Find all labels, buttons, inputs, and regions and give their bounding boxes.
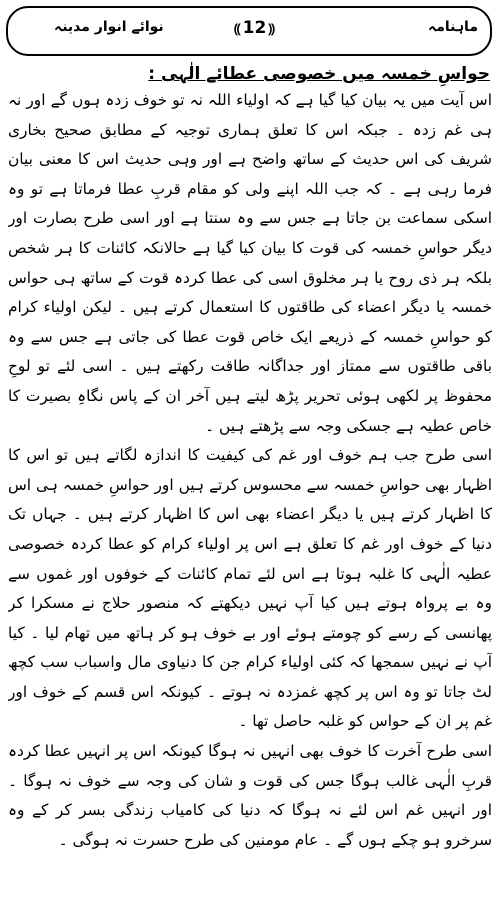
paragraph-1: اس آیت میں یہ بیان کیا گیا ہے کہ اولیاء اللہ نہ تو خوف زدہ ہوں گے اور نہ ہی غم زدہ ۔ جبکہ اس کا تعلق ہماری توجیہ کے مطابق صحیح بخاری شریف کی اس حدیث کے ساتھ واضح ہے اور وہی حدیث اس کا معنی بیان فرما رہی ہے ۔ کہ جب اللہ اپنے ولی کو مقام قربِ عطا فرماتا ہے تو وہ اسکی سماعت بن جاتا ہے جس سے وہ سنتا ہے اور اسی طرح بصارت اور دیگر حواسِ خمسہ کی قوت کا بیان کیا گیا ہے حالانکہ کائنات کا ہر شخص بلکہ ہر ذی روح یا ہر مخلوق اسی کی عطا کردہ قوت کے ساتھ ہی حواس خمسہ یا دیگر اعضاء کی طاقتوں کا استعمال کرتے ہیں ۔ لیکن اولیاء کرام کو حواسِ خمسہ کے ذریعے ایک خاص قوت عطا کی جاتی ہے جس سے وہ باقی طاقتوں سے ممتاز اور جداگانہ طاقت رکھتے ہیں ۔ اسی لئے تو لوحِ محفوظ پر لکھی ہوئی تحریر پڑھ لیتے ہیں آخر ان کے پاس نگاہِ بصیرت کا خاص عطیہ ہے جسکی وجہ سے پڑھتے ہیں ۔: [8, 91, 492, 435]
section-title: حواسِ خمسہ میں خصوصی عطائے الٰہی :: [148, 64, 490, 84]
page-header: [6, 6, 492, 56]
left-ornament-icon: ⸨: [234, 22, 241, 37]
page-number: 12: [242, 18, 267, 38]
right-ornament-icon: ⸩: [268, 22, 275, 37]
page-number-badge: [234, 18, 275, 38]
article-body: [8, 62, 492, 894]
publication-name: نوائے انوار مدینہ: [54, 19, 164, 35]
magazine-label: ماہنامہ: [428, 19, 478, 35]
paragraph-3: اسی طرح آخرت کا خوف بھی انہیں نہ ہوگا کیونکہ اس پر انہیں عطا کردہ قربِ الٰہی غالب ہوگا جس کی قوت و شان کی وجہ سے خوف نہ ہوگا ۔ اور انہیں غم اس لئے نہ ہوگا کہ دنیا کی کامیاب زندگی بسر کر کے وہ سرخرو ہو چکے ہوں گے ۔ عام مومنین کی طرح حسرت نہ ہوگی ۔: [8, 742, 492, 849]
paragraph-2: اسی طرح جب ہم خوف اور غم کی کیفیت کا اندازہ لگاتے ہیں تو اس کا اظہار بھی حواسِ خمسہ سے محسوس کرتے ہیں اور حواسِ خمسہ ہی اس کا اظہار کرتے ہیں یا دیگر اعضاء بھی اس کا اظہار کرتے ہیں ۔ جہاں تک دنیا کے خوف اور غم کا تعلق ہے اس پر اولیاء کرام کو عطا کردہ خصوصی عطیہ الٰہی کا غلبہ ہوتا ہے اس لئے تمام کائنات کے خوفوں اور غموں سے وہ بے پرواہ ہوتے ہیں کیا آپ نہیں دیکھتے کہ منصور حلاج نے مسکرا کر پھانسی کے رسے کو چومتے ہوئے اور بے خوف ہو کر ہاتھ میں تھام لیا ۔ کیا آپ نے نہیں سمجھا کہ کئی اولیاء کرام جن کا دنیاوی مال واسباب سب کچھ لٹ جاتا تو وہ اس پر کچھ غمزدہ نہ ہوتے ۔ کیونکہ اس قسم کے خوف اور غم پر ان کے حواس کو غلبہ حاصل تھا ۔: [8, 446, 492, 731]
